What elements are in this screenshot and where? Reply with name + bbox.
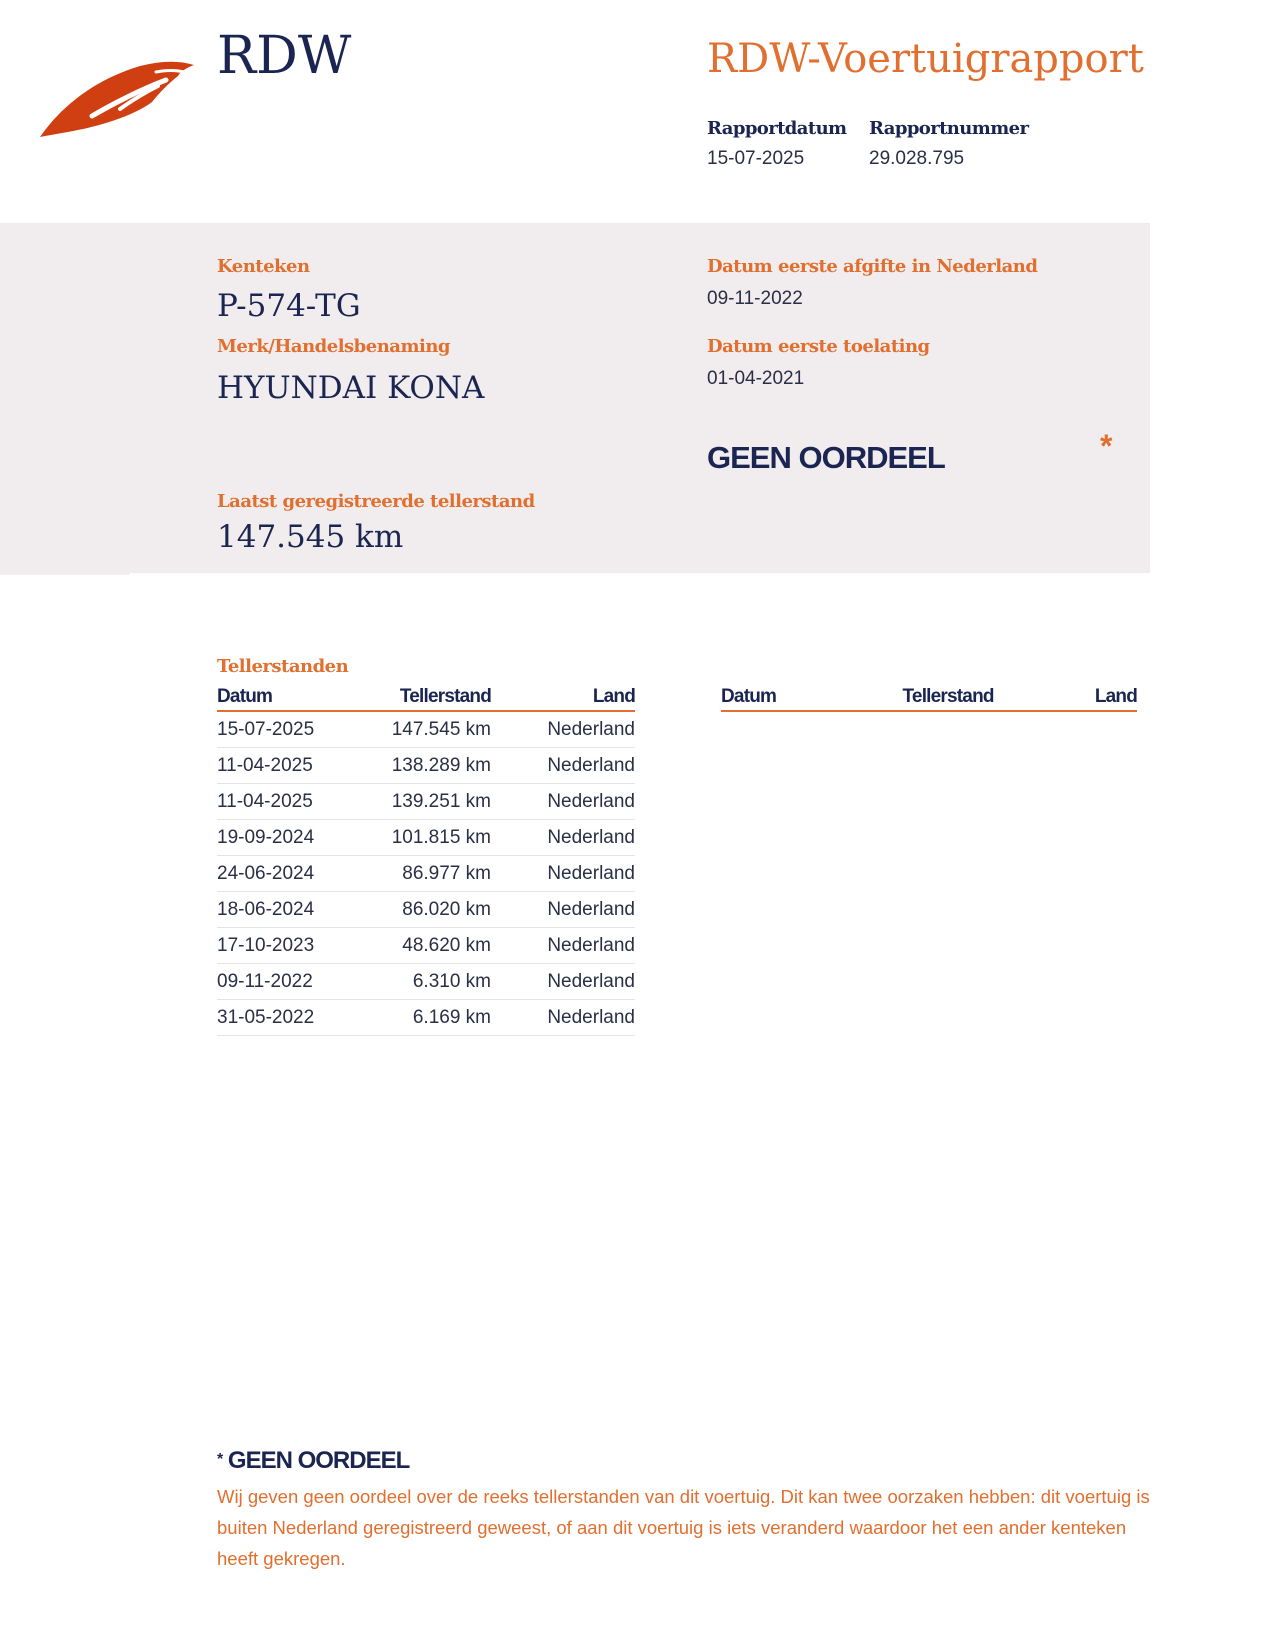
readings-table-left bbox=[217, 682, 635, 1036]
first-registration-nl-label: Datum eerste afgifte in Nederland bbox=[707, 256, 1038, 277]
footnote-title-text: GEEN OORDEEL bbox=[227, 1447, 410, 1474]
row-date: 11-04-2025 bbox=[217, 790, 313, 812]
first-admission-label: Datum eerste toelating bbox=[707, 336, 930, 357]
row-reading: 138.289 km bbox=[391, 754, 491, 776]
table-row bbox=[217, 856, 635, 892]
license-plate: P-574-TG bbox=[217, 288, 361, 324]
rdw-logo-icon bbox=[38, 58, 196, 140]
table-row bbox=[217, 748, 635, 784]
row-reading: 6.310 km bbox=[412, 970, 491, 992]
row-reading: 147.545 km bbox=[391, 718, 491, 740]
col-header-country: Land bbox=[1094, 686, 1137, 707]
row-date: 11-04-2025 bbox=[217, 754, 313, 776]
row-date: 09-11-2022 bbox=[217, 970, 313, 992]
col-header-date: Datum bbox=[217, 686, 273, 707]
row-date: 17-10-2023 bbox=[217, 934, 315, 956]
row-date: 31-05-2022 bbox=[217, 1006, 315, 1028]
readings-table-right bbox=[721, 682, 1137, 712]
row-country: Nederland bbox=[547, 898, 635, 920]
row-country: Nederland bbox=[547, 862, 635, 884]
last-odometer-reading: 147.545 km bbox=[217, 519, 404, 555]
table-header bbox=[721, 682, 1137, 712]
brand-name: RDW bbox=[217, 26, 352, 86]
odometer-label: Laatst geregistreerde tellerstand bbox=[217, 491, 535, 512]
row-reading: 48.620 km bbox=[402, 934, 491, 956]
table-row bbox=[217, 892, 635, 928]
col-header-country: Land bbox=[592, 686, 635, 707]
col-header-reading: Tellerstand bbox=[902, 686, 994, 707]
row-reading: 86.020 km bbox=[402, 898, 491, 920]
table-row bbox=[217, 964, 635, 1000]
row-country: Nederland bbox=[547, 826, 635, 848]
row-country: Nederland bbox=[547, 1006, 635, 1028]
footnote-asterisk: * bbox=[217, 1451, 223, 1468]
col-header-reading: Tellerstand bbox=[399, 686, 491, 707]
report-date-label: Rapportdatum bbox=[707, 118, 847, 139]
report-number: 29.028.795 bbox=[869, 148, 965, 169]
footnote-title bbox=[217, 1447, 409, 1475]
table-row bbox=[217, 820, 635, 856]
col-header-date: Datum bbox=[721, 686, 777, 707]
row-date: 18-06-2024 bbox=[217, 898, 315, 920]
vehicle-make: HYUNDAI KONA bbox=[217, 370, 485, 406]
report-number-label: Rapportnummer bbox=[869, 118, 1029, 139]
row-country: Nederland bbox=[547, 790, 635, 812]
table-row bbox=[217, 784, 635, 820]
footnote-text: Wij geven geen oordeel over de reeks tellerstanden van dit voertuig. Dit kan twee oorzaken hebben: dit voertuig is buiten Nederland geregistreerd geweest, of aan dit voertuig is iets veranderd waardoor het een ander kenteken heeft gekregen. bbox=[217, 1486, 1150, 1569]
first-registration-nl: 09-11-2022 bbox=[707, 288, 803, 309]
row-reading: 101.815 km bbox=[391, 826, 491, 848]
table-row bbox=[217, 1000, 635, 1036]
make-label: Merk/Handelsbenaming bbox=[217, 336, 451, 357]
table-row bbox=[217, 928, 635, 964]
row-reading: 86.977 km bbox=[402, 862, 491, 884]
row-country: Nederland bbox=[547, 970, 635, 992]
row-country: Nederland bbox=[547, 934, 635, 956]
row-reading: 139.251 km bbox=[391, 790, 491, 812]
table-header bbox=[217, 682, 635, 712]
plate-label: Kenteken bbox=[217, 256, 310, 277]
report-title: RDW-Voertuigrapport bbox=[707, 36, 1144, 82]
row-country: Nederland bbox=[547, 754, 635, 776]
table-row bbox=[217, 712, 635, 748]
row-reading: 6.169 km bbox=[412, 1006, 491, 1028]
row-country: Nederland bbox=[547, 718, 635, 740]
first-admission: 01-04-2021 bbox=[707, 368, 805, 389]
row-date: 24-06-2024 bbox=[217, 862, 315, 884]
verdict-asterisk: * bbox=[1100, 428, 1113, 464]
readings-section-label: Tellerstanden bbox=[217, 656, 349, 677]
row-date: 15-07-2025 bbox=[217, 718, 315, 740]
verdict: GEEN OORDEEL bbox=[707, 440, 945, 475]
row-date: 19-09-2024 bbox=[217, 826, 315, 848]
report-date: 15-07-2025 bbox=[707, 148, 805, 169]
